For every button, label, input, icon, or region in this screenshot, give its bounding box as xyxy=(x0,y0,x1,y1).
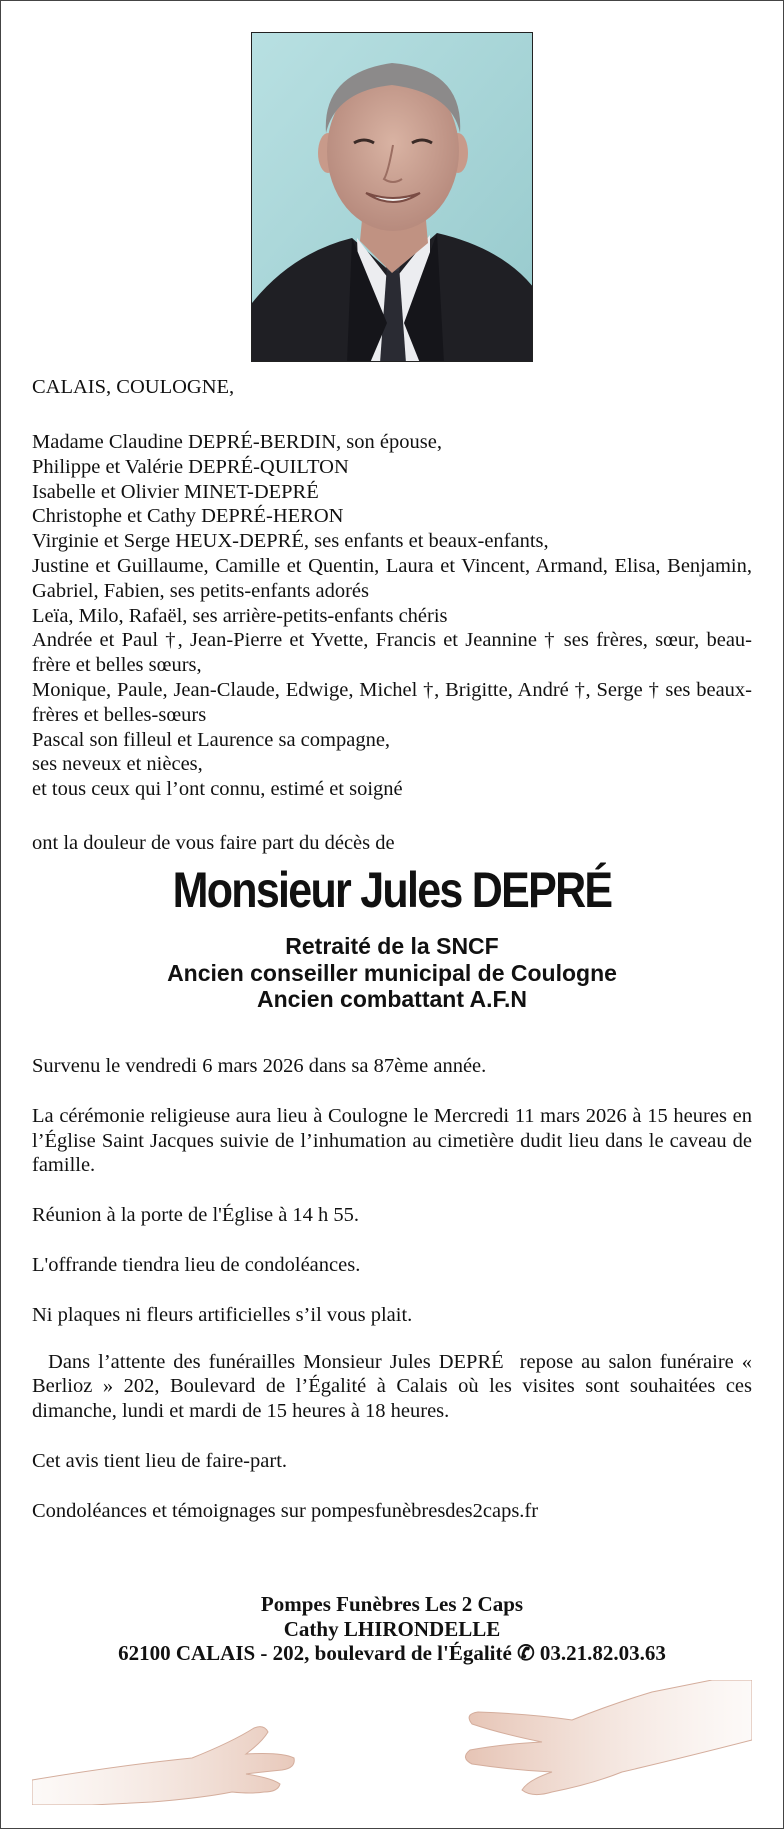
funeral-home-footer xyxy=(0,1592,784,1666)
hands-illustration xyxy=(32,1680,752,1805)
title-line: Ancien combattant A.F.N xyxy=(256,986,528,1012)
family-line: ses neveux et nièces, xyxy=(32,753,203,776)
family-line: Philippe et Valérie DEPRÉ-QUILTON xyxy=(32,455,349,478)
paragraph-notice: Cet avis tient lieu de faire-part. xyxy=(32,1449,288,1472)
paragraph-offering: L'offrande tiendra lieu de condoléances. xyxy=(32,1253,361,1276)
footer-contact: Cathy LHIRONDELLE xyxy=(283,1616,501,1641)
family-line: Leïa, Milo, Rafaël, ses arrière-petits-enfants chéris xyxy=(32,604,448,627)
paragraph-funeral-home: Dans l’attente des funérailles Monsieur Jules DEPRÉ repose au salon funéraire « Berlioz » 202, Boulevard de l’Égalité à Calais où les visites sont souhaitées ces dimanche, lundi et mardi de 15 heures à 18 heures. xyxy=(32,1350,758,1423)
paragraph-meeting: Réunion à la porte de l'Église à 14 h 55. xyxy=(32,1204,360,1227)
portrait-illustration xyxy=(252,33,533,362)
title-line: Ancien conseiller municipal de Coulogne xyxy=(167,959,617,986)
deceased-name: Monsieur Jules DEPRÉ xyxy=(172,862,612,918)
footer-company: Pompes Funèbres Les 2 Caps xyxy=(260,1592,524,1616)
title-line: Retraité de la SNCF xyxy=(285,933,499,959)
family-list xyxy=(32,430,752,802)
footer-address: 62100 CALAIS - 202, boulevard de l'Égalité ✆ 03.21.82.03.63 xyxy=(118,1641,666,1665)
place-text: CALAIS, COULOGNE, xyxy=(32,376,235,398)
paragraph-flowers: Ni plaques ni fleurs artificielles s’il vous plait. xyxy=(32,1303,413,1326)
place-line xyxy=(32,375,752,400)
family-line: et tous ceux qui l’ont connu, estimé et soigné xyxy=(32,778,403,801)
announcement-intro xyxy=(32,831,752,856)
paragraph-ceremony: La cérémonie religieuse aura lieu à Coulogne le Mercredi 11 mars 2026 à 15 heures en l’Église Saint Jacques suivie de l’inhumation au cimetière dudit lieu dans le caveau de famille. xyxy=(32,1104,752,1177)
family-line: Christophe et Cathy DEPRÉ-HERON xyxy=(32,505,344,528)
paragraph-date: Survenu le vendredi 6 mars 2026 dans sa 87ème année. xyxy=(32,1055,487,1077)
family-line: Virginie et Serge HEUX-DEPRÉ, ses enfants et beaux-enfants, xyxy=(32,530,549,553)
details-paragraphs xyxy=(32,1054,758,1549)
family-line: Madame Claudine DEPRÉ-BERDIN, son épouse, xyxy=(32,431,442,453)
intro-text: ont la douleur de vous faire part du décès de xyxy=(32,832,395,854)
family-line: Justine et Guillaume, Camille et Quentin, Laura et Vincent, Armand, Elisa, Benjamin, Gabriel, Fabien, ses petits-enfants adorés xyxy=(32,554,752,602)
paragraph-condolences: Condoléances et témoignages sur pompesfunèbresdes2caps.fr xyxy=(32,1499,539,1522)
family-line: Pascal son filleul et Laurence sa compagne, xyxy=(32,728,391,751)
deceased-titles xyxy=(0,933,784,1013)
family-line: Isabelle et Olivier MINET-DEPRÉ xyxy=(32,480,319,503)
family-line: Monique, Paule, Jean-Claude, Edwige, Michel †, Brigitte, André †, Serge † ses beaux-frères et belles-sœurs xyxy=(32,678,752,726)
portrait-photo xyxy=(251,32,533,362)
family-line: Andrée et Paul †, Jean-Pierre et Yvette, Francis et Jeannine † ses frères, sœur, beau-frère et belles sœurs, xyxy=(32,629,752,677)
